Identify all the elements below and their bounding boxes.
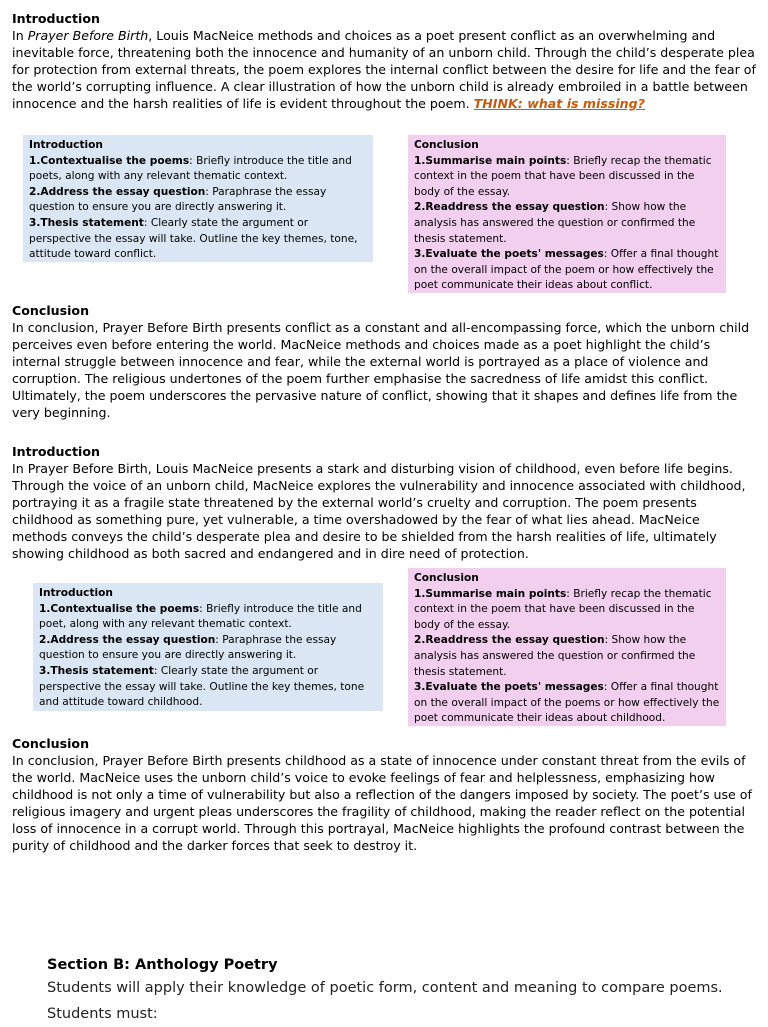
intro-text-body: , Louis MacNeice methods and choices as a poet present conflict as an overwhelming and inevitable force, threatening both the innocence and humanity of an unborn child. Through the child’s desperate plea for protection from external threats, the poem explores the internal conflict between the desire for life and the fear of the world’s corrupting influence. A clear illustration of how the unborn child is already embroiled in a battle between innocence and the harsh realities of life is evident throughout the poem. xyxy=(12,28,756,111)
conclusion-paragraph-2: In conclusion, Prayer Before Birth presents childhood as a state of innocence under constant threat from the evils of the world. MacNeice uses the unborn child’s voice to evoke feelings of fear and helplessness, emphasizing how childhood is not only a time of vulnerability but also a reflection of the dangers imposed by society. The poet’s use of religious imagery and urgent pleas underscores the fragility of childhood, making the reader reflect on the potential loss of innocence in a corrupt world. Through this portrayal, MacNeice highlights the profound contrast between the purity of childhood and the darker forces that seek to destroy it. xyxy=(12,753,752,853)
intro-paragraph-1 xyxy=(12,27,756,112)
poem-title: Prayer Before Birth xyxy=(27,28,149,43)
conclusion-section-1 xyxy=(12,302,756,421)
guide-item: 3.Thesis statement: Clearly state the argument or perspective the essay will take. Outline the key themes, tone and attitude toward childhood. xyxy=(39,664,365,709)
conclusion-section-2 xyxy=(12,735,756,854)
guide-item: 3.Thesis statement: Clearly state the argument or perspective the essay will take. Outline the key themes, tone, attitude toward conflict. xyxy=(29,216,358,261)
conclusion-paragraph-1: In conclusion, Prayer Before Birth presents conflict as a constant and all-encompassing force, which the unborn child perceives even before entering the world. MacNeice methods and choices made as a poet highlight the child’s internal struggle between innocence and fear, while the external world is portrayed as a place of violence and corruption. The religious undertones of the poem further emphasise the sacredness of life amidst this conflict. Ultimately, the poem underscores the pervasive nature of conflict, showing that it shapes and defines life from the very beginning. xyxy=(12,320,750,420)
conclusion-guide-box-2 xyxy=(408,568,726,726)
guide-heading: Conclusion xyxy=(414,572,479,584)
section-b-line-2: Students must: xyxy=(47,1006,158,1022)
guide-item: 2.Readdress the essay question: Show how the analysis has answered the question or confirmed the thesis statement. xyxy=(414,201,696,245)
intro-text-pre: In xyxy=(12,28,28,43)
conclusion-heading-2: Conclusion xyxy=(12,736,90,751)
guide-heading: Introduction xyxy=(39,587,113,599)
conclusion-guide-box-1 xyxy=(408,135,726,293)
guide-item: 2.Address the essay question: Paraphrase the essay question to ensure you are directly answering it. xyxy=(39,633,337,662)
guide-item: 1.Contextualise the poems: Briefly introduce the title and poet, along with any relevant thematic context. xyxy=(39,602,362,631)
section-b-title: Section B: Anthology Poetry xyxy=(47,957,278,973)
intro-heading-1: Introduction xyxy=(12,11,100,26)
guide-heading: Introduction xyxy=(29,139,103,151)
intro-guide-box-2 xyxy=(33,583,383,711)
guide-item: 1.Contextualise the poems: Briefly introduce the title and poets, along with any relevant thematic context. xyxy=(29,154,352,183)
intro-section-2 xyxy=(12,443,756,562)
intro-heading-2: Introduction xyxy=(12,444,100,459)
section-b-line-1: Students will apply their knowledge of poetic form, content and meaning to compare poems. xyxy=(47,980,723,996)
section-b xyxy=(47,955,747,1027)
guide-heading: Conclusion xyxy=(414,139,479,151)
guide-item: 1.Summarise main points: Briefly recap the thematic context in the poem that have been discussed in the body of the essay. xyxy=(414,587,712,631)
guide-item: 2.Address the essay question: Paraphrase the essay question to ensure you are directly answering it. xyxy=(29,185,327,214)
conclusion-heading-1: Conclusion xyxy=(12,303,90,318)
guide-item: 1.Summarise main points: Briefly recap the thematic context in the poem that have been discussed in the body of the essay. xyxy=(414,154,712,198)
guide-item: 3.Evaluate the poets' messages: Offer a final thought on the overall impact of the poems or how effectively the poet communicate their ideas about childhood. xyxy=(414,681,720,725)
think-link[interactable]: THINK: what is missing? xyxy=(473,96,645,111)
guide-item: 3.Evaluate the poets' messages: Offer a final thought on the overall impact of the poem or how effectively the poet communicate their ideas about conflict. xyxy=(414,248,719,292)
intro-guide-box-1 xyxy=(23,135,373,262)
intro-section-1 xyxy=(12,10,756,112)
guide-item: 2.Readdress the essay question: Show how the analysis has answered the question or confirmed the thesis statement. xyxy=(414,634,696,678)
intro-paragraph-2: In Prayer Before Birth, Louis MacNeice presents a stark and disturbing vision of childhood, even before life begins. Through the voice of an unborn child, MacNeice explores the vulnerability and innocence associated with childhood, portraying it as a fragile state threatened by the external world’s cruelty and corruption. The poem presents childhood as something pure, yet vulnerable, a time overshadowed by the fear of what lies ahead. MacNeice methods conveys the child’s desperate plea and desire to be shielded from the harsh realities of life, ultimately showing childhood as both sacred and endangered and in dire need of protection. xyxy=(12,461,746,561)
